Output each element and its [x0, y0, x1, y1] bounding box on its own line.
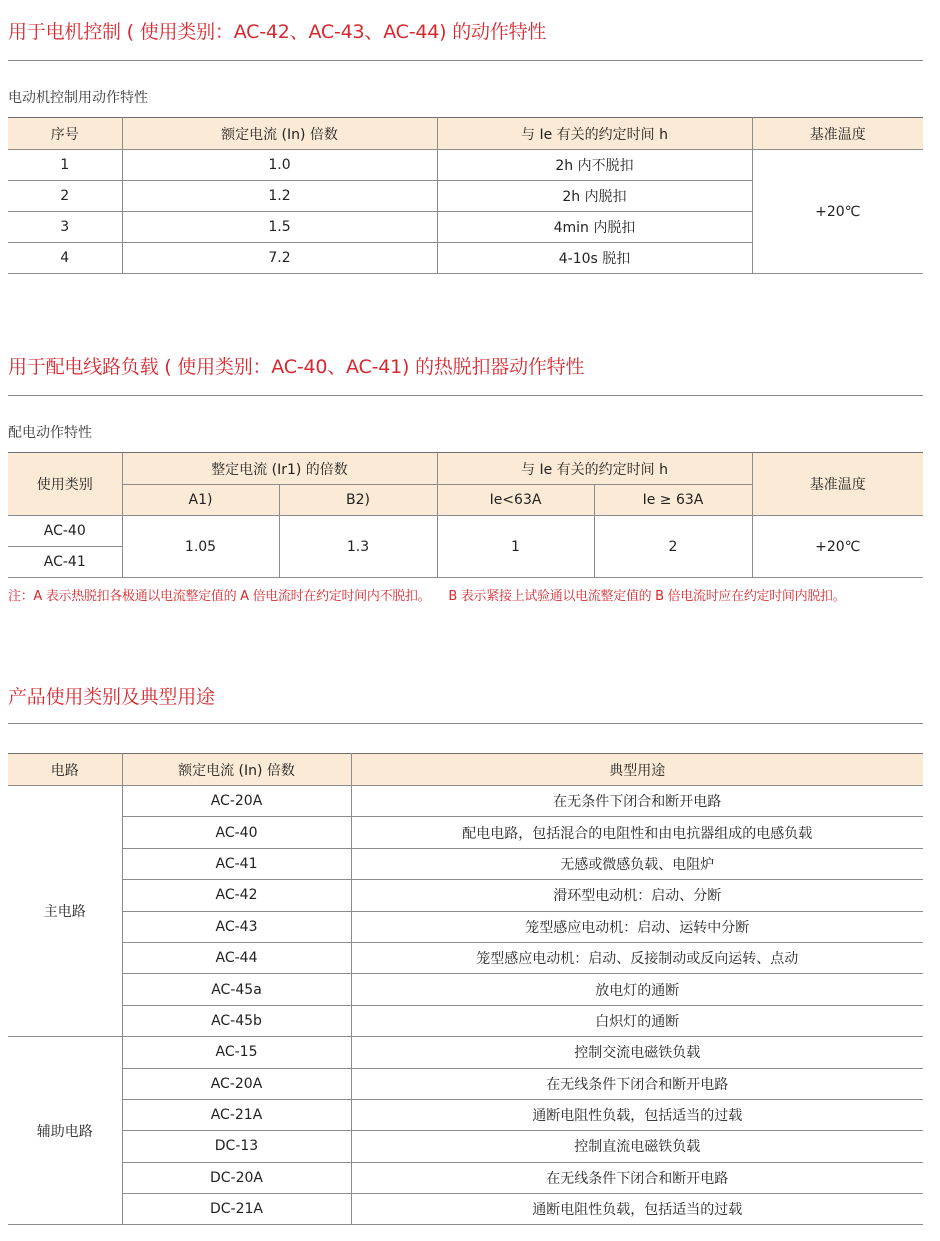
header-cell: 典型用途 — [351, 754, 923, 786]
trip-time: 2h 内不脱扣 — [437, 150, 752, 181]
section-divider — [8, 395, 923, 396]
section-title-motor-control: 用于电机控制 ( 使用类别：AC-42、AC-43、AC-44) 的动作特性 — [8, 21, 547, 43]
circuit-label-main: 主电路 — [8, 786, 122, 1037]
section-divider — [8, 723, 923, 724]
category-cell: AC-40 — [8, 516, 122, 547]
table-row — [8, 516, 923, 547]
category-cell: AC-41 — [8, 547, 122, 578]
current-multiple: 1.0 — [122, 150, 437, 181]
table-row — [8, 817, 923, 848]
table-row — [8, 1162, 923, 1193]
trip-time: 4-10s 脱扣 — [437, 243, 752, 274]
typical-use: 在无线条件下闭合和断开电路 — [351, 1162, 923, 1193]
value-b: 1.3 — [279, 516, 437, 578]
category-code: DC-20A — [122, 1162, 351, 1193]
category-code: AC-21A — [122, 1099, 351, 1130]
category-code: AC-20A — [122, 786, 351, 817]
subtitle-distribution: 配电动作特性 — [8, 425, 92, 441]
table-header-row — [8, 453, 923, 485]
header-cell: A1) — [122, 485, 279, 516]
circuit-label-auxiliary: 辅助电路 — [8, 1037, 122, 1225]
table-row — [8, 1099, 923, 1130]
table-row — [8, 786, 923, 817]
table-row — [8, 150, 923, 181]
distribution-table — [8, 452, 923, 578]
header-cell: B2) — [279, 485, 437, 516]
table-row — [8, 1005, 923, 1036]
current-multiple: 7.2 — [122, 243, 437, 274]
usage-table — [8, 753, 923, 1225]
category-code: AC-45a — [122, 974, 351, 1005]
table-row — [8, 974, 923, 1005]
category-code: AC-20A — [122, 1068, 351, 1099]
typical-use: 在无线条件下闭合和断开电路 — [351, 1068, 923, 1099]
category-code: AC-41 — [122, 848, 351, 879]
header-cell: 与 Ie 有关的约定时间 h — [437, 118, 752, 150]
typical-use: 白炽灯的通断 — [351, 1005, 923, 1036]
category-code: DC-21A — [122, 1194, 351, 1225]
section-divider — [8, 60, 923, 61]
reference-temperature: +20℃ — [752, 150, 923, 274]
category-code: AC-15 — [122, 1037, 351, 1068]
reference-temperature: +20℃ — [752, 516, 923, 578]
motor-control-table — [8, 117, 923, 274]
table-row — [8, 1194, 923, 1225]
trip-time: 2h 内脱扣 — [437, 181, 752, 212]
typical-use: 无感或微感负载、电阻炉 — [351, 848, 923, 879]
table-row — [8, 848, 923, 879]
table-row — [8, 1068, 923, 1099]
category-code: DC-13 — [122, 1131, 351, 1162]
header-cell: Ie ≥ 63A — [594, 485, 752, 516]
header-cell: 基准温度 — [752, 118, 923, 150]
section-title-usage: 产品使用类别及典型用途 — [8, 686, 215, 708]
row-number: 3 — [8, 212, 122, 243]
footnote-b: B 表示紧接上试验通以电流整定值的 B 倍电流时应在约定时间内脱扣。 — [448, 589, 846, 604]
subtitle-motor-control: 电动机控制用动作特性 — [8, 90, 148, 106]
typical-use: 笼型感应电动机：启动、反接制动或反向运转、点动 — [351, 942, 923, 973]
header-cell: Ie<63A — [437, 485, 594, 516]
header-cell: 与 Ie 有关的约定时间 h — [437, 453, 752, 485]
header-cell: 额定电流 (In) 倍数 — [122, 118, 437, 150]
typical-use: 控制交流电磁铁负载 — [351, 1037, 923, 1068]
category-code: AC-43 — [122, 911, 351, 942]
header-cell: 序号 — [8, 118, 122, 150]
section-title-distribution: 用于配电线路负载 ( 使用类别：AC-40、AC-41) 的热脱扣器动作特性 — [8, 356, 585, 378]
typical-use: 笼型感应电动机：启动、运转中分断 — [351, 911, 923, 942]
table-row — [8, 1037, 923, 1068]
value-a: 1.05 — [122, 516, 279, 578]
category-code: AC-45b — [122, 1005, 351, 1036]
category-code: AC-40 — [122, 817, 351, 848]
row-number: 1 — [8, 150, 122, 181]
typical-use: 配电电路，包括混合的电阻性和由电抗器组成的电感负载 — [351, 817, 923, 848]
category-code: AC-42 — [122, 880, 351, 911]
header-cell: 电路 — [8, 754, 122, 786]
header-cell: 额定电流 (In) 倍数 — [122, 754, 351, 786]
footnote — [8, 588, 845, 606]
table-row — [8, 942, 923, 973]
current-multiple: 1.2 — [122, 181, 437, 212]
header-cell: 整定电流 (Ir1) 的倍数 — [122, 453, 437, 485]
value-under-63a: 1 — [437, 516, 594, 578]
typical-use: 滑环型电动机：启动、分断 — [351, 880, 923, 911]
value-over-63a: 2 — [594, 516, 752, 578]
table-header-row — [8, 754, 923, 786]
table-row — [8, 880, 923, 911]
current-multiple: 1.5 — [122, 212, 437, 243]
header-cell: 基准温度 — [752, 453, 923, 516]
table-row — [8, 1131, 923, 1162]
trip-time: 4min 内脱扣 — [437, 212, 752, 243]
typical-use: 控制直流电磁铁负载 — [351, 1131, 923, 1162]
row-number: 2 — [8, 181, 122, 212]
header-cell: 使用类别 — [8, 453, 122, 516]
footnote-a: 注：A 表示热脱扣各极通以电流整定值的 A 倍电流时在约定时间内不脱扣。 — [8, 589, 431, 604]
typical-use: 放电灯的通断 — [351, 974, 923, 1005]
row-number: 4 — [8, 243, 122, 274]
table-row — [8, 911, 923, 942]
typical-use: 通断电阻性负载，包括适当的过载 — [351, 1194, 923, 1225]
typical-use: 在无条件下闭合和断开电路 — [351, 786, 923, 817]
category-code: AC-44 — [122, 942, 351, 973]
table-header-row — [8, 118, 923, 150]
typical-use: 通断电阻性负载，包括适当的过载 — [351, 1099, 923, 1130]
